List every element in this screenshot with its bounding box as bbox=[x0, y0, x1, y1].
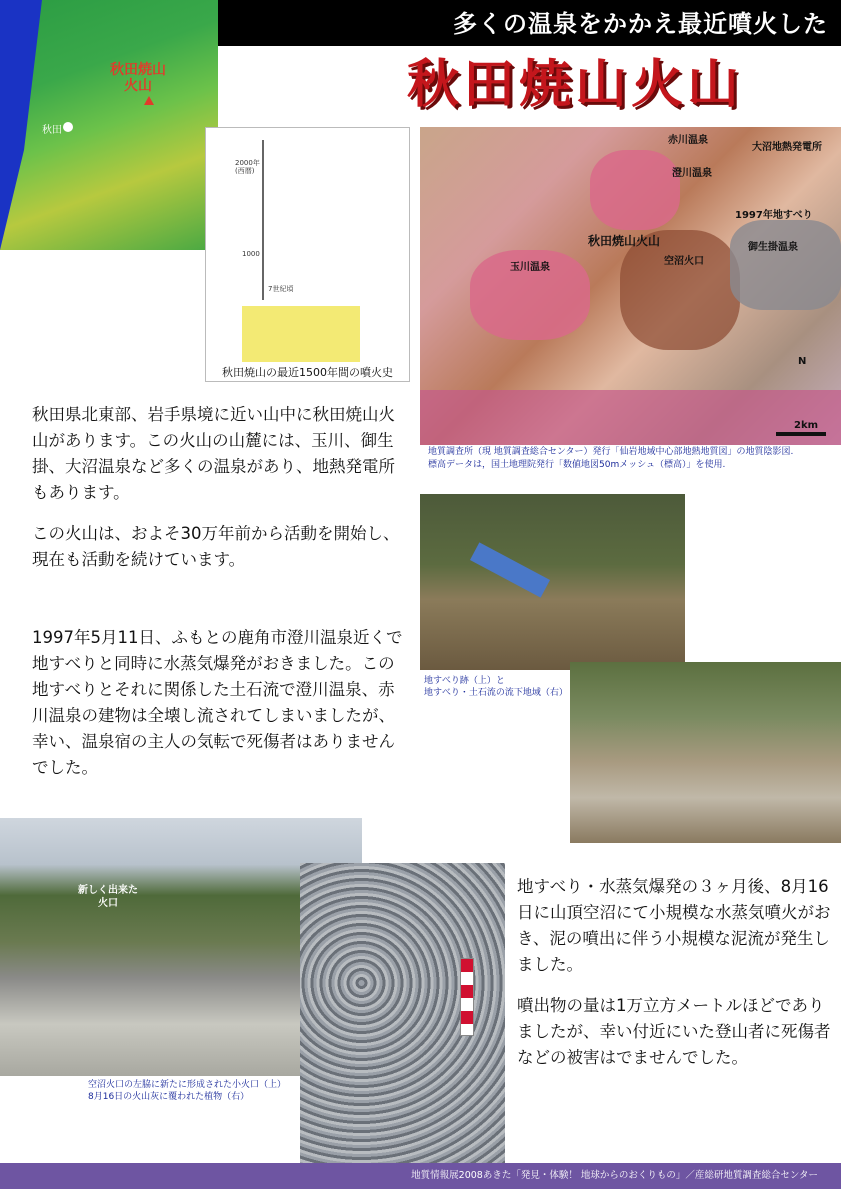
map-volcano-marker bbox=[144, 96, 154, 105]
history-year-label: (西暦) bbox=[235, 167, 255, 175]
crater-label: 新しく出来た 火口 bbox=[78, 885, 138, 909]
scale-bar-line bbox=[776, 432, 826, 436]
geology-unit bbox=[590, 150, 680, 230]
geo-label-sumikawa: 澄川温泉 bbox=[672, 168, 712, 179]
header-subtitle: 多くの温泉をかかえ最近噴火した bbox=[453, 10, 828, 38]
geo-label-landslide: 1997年地すべり bbox=[735, 210, 813, 221]
landslide-photo bbox=[420, 494, 685, 670]
history-year-label: 7世紀頃 bbox=[268, 285, 294, 293]
paragraph-activity: この火山は、およそ30万年前から活動を開始し、現在も活動を続けています。 bbox=[32, 524, 400, 569]
map-label-city: 秋田 bbox=[42, 125, 62, 136]
geology-map-caption: 地質調査所（現 地質調査総合センター）発行「仙岩地域中心部地熱地質図」の地質陰影図. 標高データは，国土地理院発行「数値地図50mメッシュ（標高）」を使用. bbox=[428, 447, 794, 470]
paragraph-1997-landslide: 1997年5月11日、ふもとの鹿角市澄川温泉近くで地すべりと同時に水蒸気爆発がおきました。この地すべりとそれに関係した土石流で澄川温泉、赤川温泉の建物は全壊し流されてしまいましたが、幸い、温泉宿の主人の気転で死傷者はありませんでした。 bbox=[32, 628, 403, 777]
geo-label-goshogake: 御生掛温泉 bbox=[748, 242, 798, 253]
paragraph-intro: 秋田県北東部、岩手県境に近い山中に秋田焼山火山があります。この火山の山麓には、玉川、御生掛、大沼温泉など多くの温泉があり、地熱発電所もあります。 bbox=[32, 405, 395, 502]
geo-label-akagawa: 赤川温泉 bbox=[668, 135, 708, 146]
history-legend bbox=[242, 306, 360, 362]
history-caption: 秋田焼山の最近1500年間の噴火史 bbox=[222, 366, 393, 379]
landslide-caption: 地すべり跡（上）と 地すべり・土石流の流下地域（右） bbox=[424, 676, 568, 698]
north-arrow-label: N bbox=[798, 356, 807, 367]
geo-label-karanuma: 空沼火口 bbox=[664, 256, 704, 267]
paragraph-eruption: 地すべり・水蒸気爆発の３ヶ月後、8月16日に山頂空沼にて小規模な水蒸気噴火がおき、泥の噴出に伴う小規模な泥流が発生しました。 bbox=[517, 877, 831, 974]
map-label-volcano: 秋田焼山 火山 bbox=[110, 62, 166, 94]
page-title: 秋田焼山火山 bbox=[406, 54, 743, 115]
geology-unit bbox=[730, 220, 841, 310]
ash-covered-plants-photo bbox=[300, 863, 505, 1163]
photo-scale-stick bbox=[460, 958, 474, 1036]
history-year-label: 1000 bbox=[242, 250, 260, 258]
paragraph-ejecta: 噴出物の量は1万立方メートルほどでありましたが、幸い付近にいた登山者に死傷者などの被害はでませんでした。 bbox=[517, 996, 831, 1067]
geo-label-tamagawa: 玉川温泉 bbox=[510, 262, 550, 273]
geo-label-yakeyama: 秋田焼山火山 bbox=[588, 234, 661, 248]
history-year-label: 2000年 bbox=[235, 159, 260, 167]
scale-label: 2km bbox=[794, 420, 819, 431]
debris-flow-photo bbox=[570, 662, 841, 843]
history-time-axis bbox=[262, 140, 264, 300]
footer-credit: 地質情報展2008あきた「発見・体験！ 地球からのおくりもの」／産総研地質調査総合センター bbox=[411, 1170, 818, 1181]
geology-unit bbox=[420, 390, 841, 445]
map-city-marker bbox=[63, 122, 73, 132]
crater-caption: 空沼火口の左脇に新たに形成された小火口（上） 8月16日の火山灰に覆われた植物（右） bbox=[88, 1080, 287, 1102]
geo-label-onuma: 大沼地熱発電所 bbox=[752, 142, 822, 153]
